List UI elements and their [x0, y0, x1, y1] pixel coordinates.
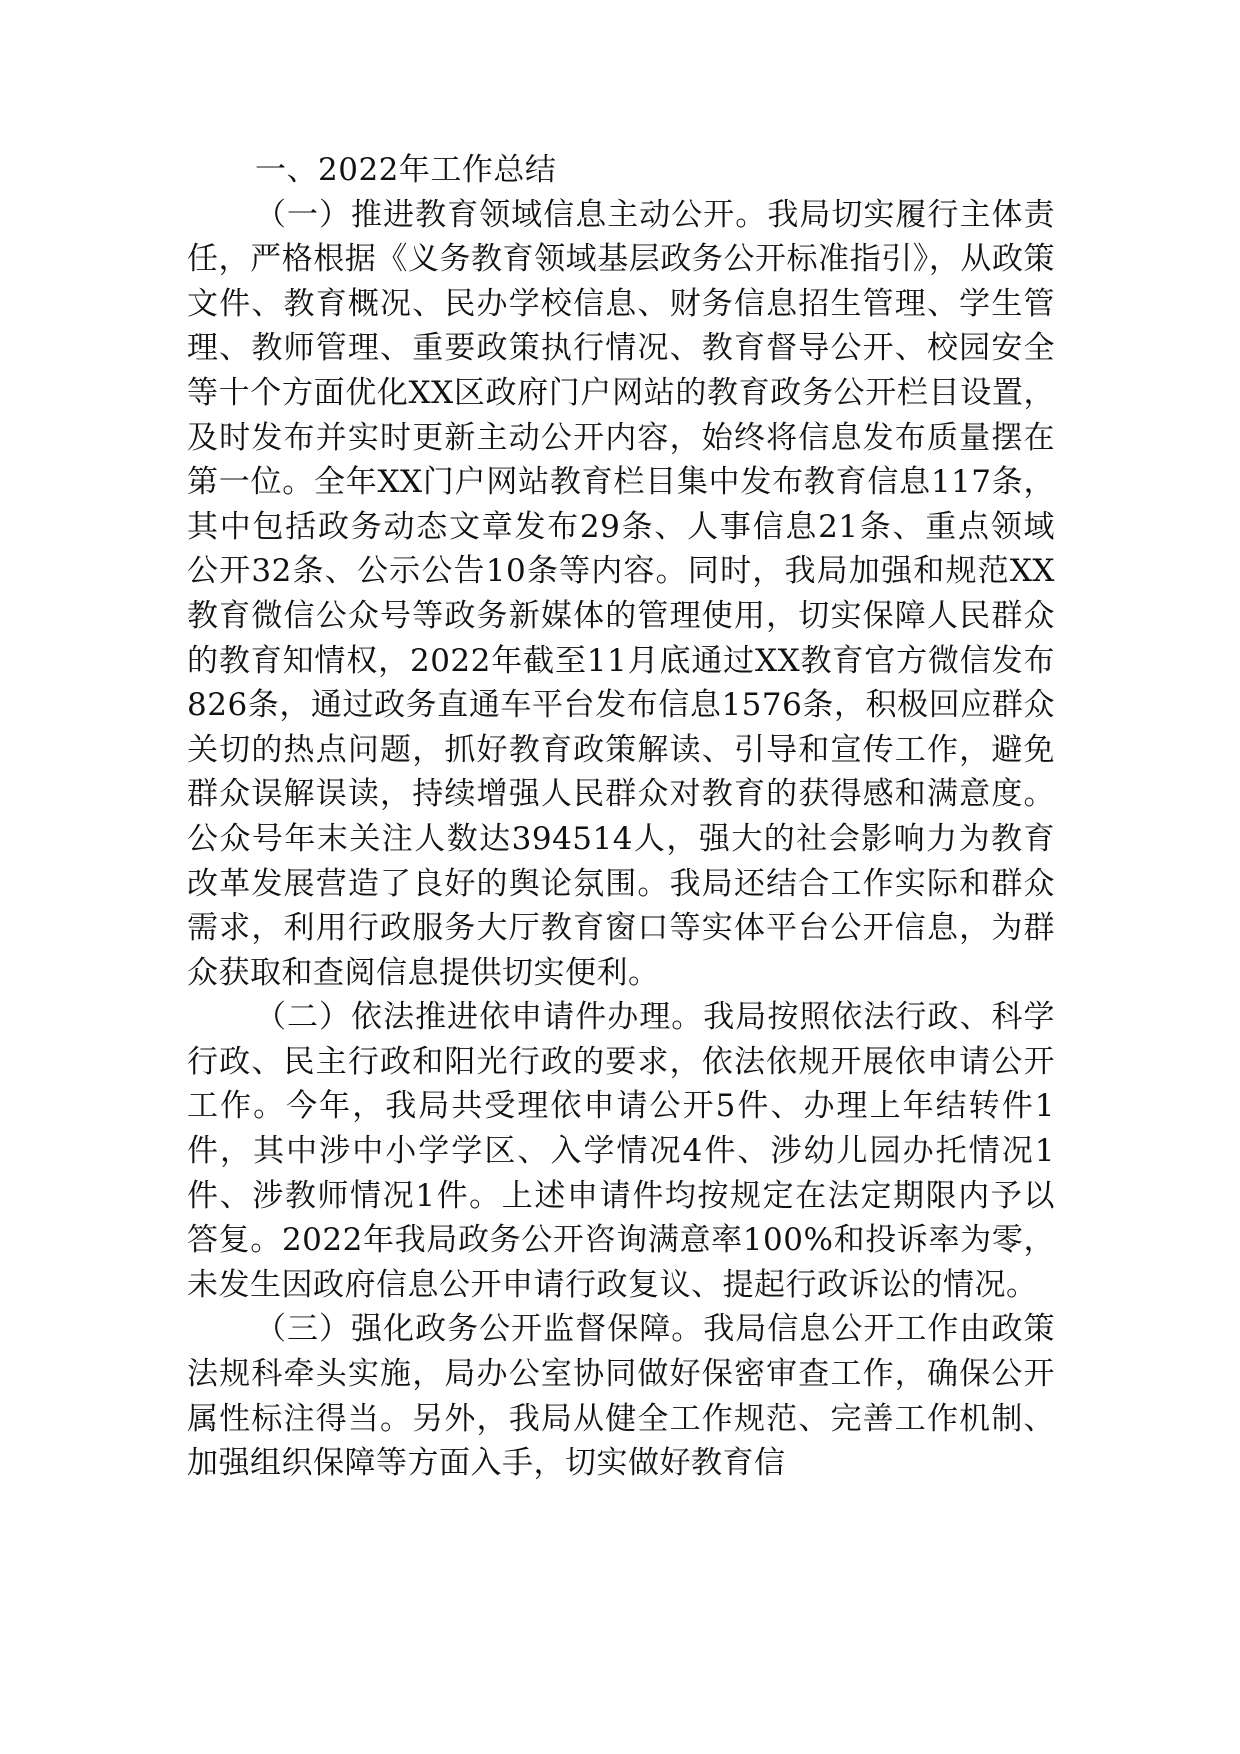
paragraph-1: （一）推进教育领域信息主动公开。我局切实履行主体责任，严格根据《义务教育领域基层政务公开标准指引》，从政策文件、教育概况、民办学校信息、财务信息招生管理、学生管理、教师管理、重要政策执行情况、教育督导公开、校园安全等十个方面优化XX区政府门户网站的教育政务公开栏目设置，及时发布并实时更新主动公开内容，始终将信息发布质量摆在第一位。全年XX门户网站教育栏目集中发布教育信息117条，其中包括政务动态文章发布29条、人事信息21条、重点领域公开32条、公示公告10条等内容。同时，我局加强和规范XX教育微信公众号等政务新媒体的管理使用，切实保障人民群众的教育知情权，2022年截至11月底通过XX教育官方微信发布826条，通过政务直通车平台发布信息1576条，积极回应群众关切的热点问题，抓好教育政策解读、引导和宣传工作，避免群众误解误读，持续增强人民群众对教育的获得感和满意度。公众号年末关注人数达394514人，强大的社会影响力为教育改革发展营造了良好的舆论氛围。我局还结合工作实际和群众需求，利用行政服务大厅教育窗口等实体平台公开信息，为群众获取和查阅信息提供切实便利。: [187, 196, 1055, 991]
paragraph-3: （三）强化政务公开监督保障。我局信息公开工作由政策法规科牵头实施，局办公室协同做好保密审查工作，确保公开属性标注得当。另外，我局从健全工作规范、完善工作机制、加强组织保障等方面入手，切实做好教育信: [187, 1311, 1055, 1482]
section-heading: 一、2022年工作总结: [255, 152, 557, 188]
document-body: [187, 148, 1055, 1486]
paragraph-2: （二）依法推进依申请件办理。我局按照依法行政、科学行政、民主行政和阳光行政的要求，依法依规开展依申请公开工作。今年，我局共受理依申请公开5件、办理上年结转件1件，其中涉中小学学区、入学情况4件、涉幼儿园办托情况1件、涉教师情况1件。上述申请件均按规定在法定期限内予以答复。2022年我局政务公开咨询满意率100%和投诉率为零，未发生因政府信息公开申请行政复议、提起行政诉讼的情况。: [187, 999, 1055, 1303]
